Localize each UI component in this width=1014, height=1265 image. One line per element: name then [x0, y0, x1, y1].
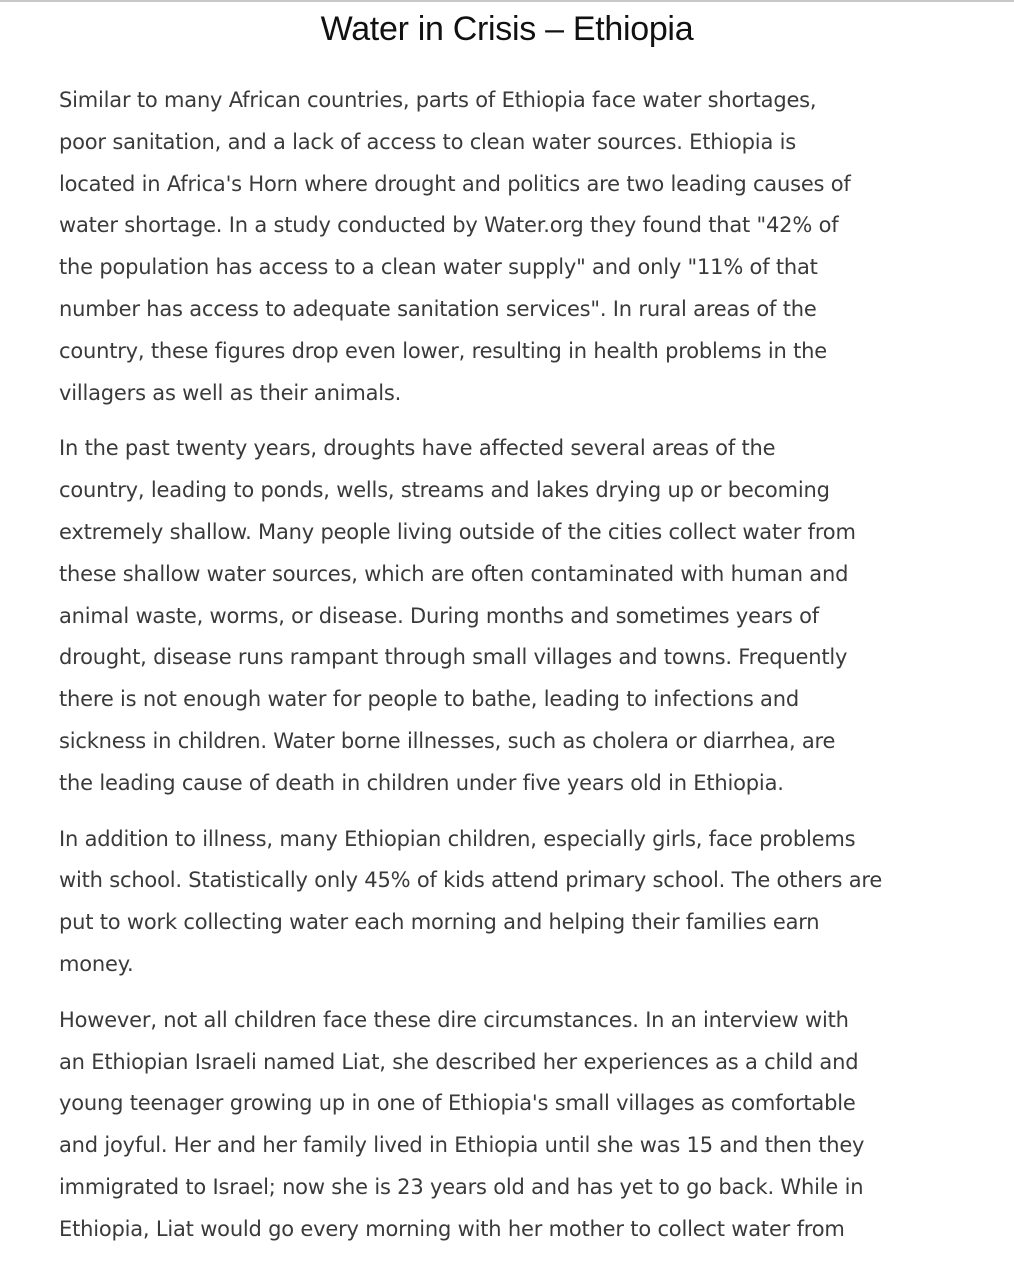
paragraph-3	[59, 819, 989, 986]
paragraph-4	[59, 1000, 989, 1251]
text-line: there is not enough water for people to bathe, leading to infections and	[59, 687, 799, 712]
text-line: water shortage. In a study conducted by Water.org they found that "42% of	[59, 213, 839, 238]
text-line: put to work collecting water each morning and helping their families earn	[59, 910, 820, 935]
text-line: young teenager growing up in one of Ethiopia's small villages as comfortable	[59, 1091, 856, 1116]
text-line: extremely shallow. Many people living outside of the cities collect water from	[59, 519, 856, 544]
text-line: the population has access to a clean water supply" and only "11% of that	[59, 255, 818, 280]
document-title: Water in Crisis – Ethiopia	[320, 10, 694, 48]
text-line: the leading cause of death in children under five years old in Ethiopia.	[59, 770, 784, 795]
page-top-border	[0, 0, 1014, 2]
text-line: immigrated to Israel; now she is 23 years old and has yet to go back. While in	[59, 1174, 864, 1199]
text-line: and joyful. Her and her family lived in Ethiopia until she was 15 and then they	[59, 1133, 865, 1158]
text-line: an Ethiopian Israeli named Liat, she described her experiences as a child and	[59, 1049, 859, 1074]
text-line: drought, disease runs rampant through small villages and towns. Frequently	[59, 645, 848, 670]
text-line: Similar to many African countries, parts of Ethiopia face water shortages,	[59, 88, 817, 112]
text-line: country, leading to ponds, wells, streams and lakes drying up or becoming	[59, 478, 830, 503]
text-line: sickness in children. Water borne illnesses, such as cholera or diarrhea, are	[59, 728, 836, 753]
paragraph-1	[59, 80, 989, 414]
text-line: located in Africa's Horn where drought and politics are two leading causes of	[59, 171, 851, 196]
text-line: However, not all children face these dire circumstances. In an interview with	[59, 1007, 849, 1032]
text-line: Ethiopia, Liat would go every morning with her mother to collect water from	[59, 1216, 845, 1241]
text-line: In the past twenty years, droughts have affected several areas of the	[59, 436, 776, 461]
text-line: animal waste, worms, or disease. During months and sometimes years of	[59, 603, 819, 628]
text-line: these shallow water sources, which are often contaminated with human and	[59, 561, 849, 586]
paragraph-2	[59, 428, 989, 804]
text-line: country, these figures drop even lower, resulting in health problems in the	[59, 338, 827, 363]
text-line: money.	[59, 951, 134, 976]
document-body	[59, 80, 989, 1265]
text-line: number has access to adequate sanitation services". In rural areas of the	[59, 296, 817, 321]
text-line: with school. Statistically only 45% of kids attend primary school. The others are	[59, 868, 883, 893]
text-line: In addition to illness, many Ethiopian children, especially girls, face problems	[59, 826, 856, 851]
text-line: poor sanitation, and a lack of access to clean water sources. Ethiopia is	[59, 129, 796, 154]
text-line: villagers as well as their animals.	[59, 380, 402, 405]
